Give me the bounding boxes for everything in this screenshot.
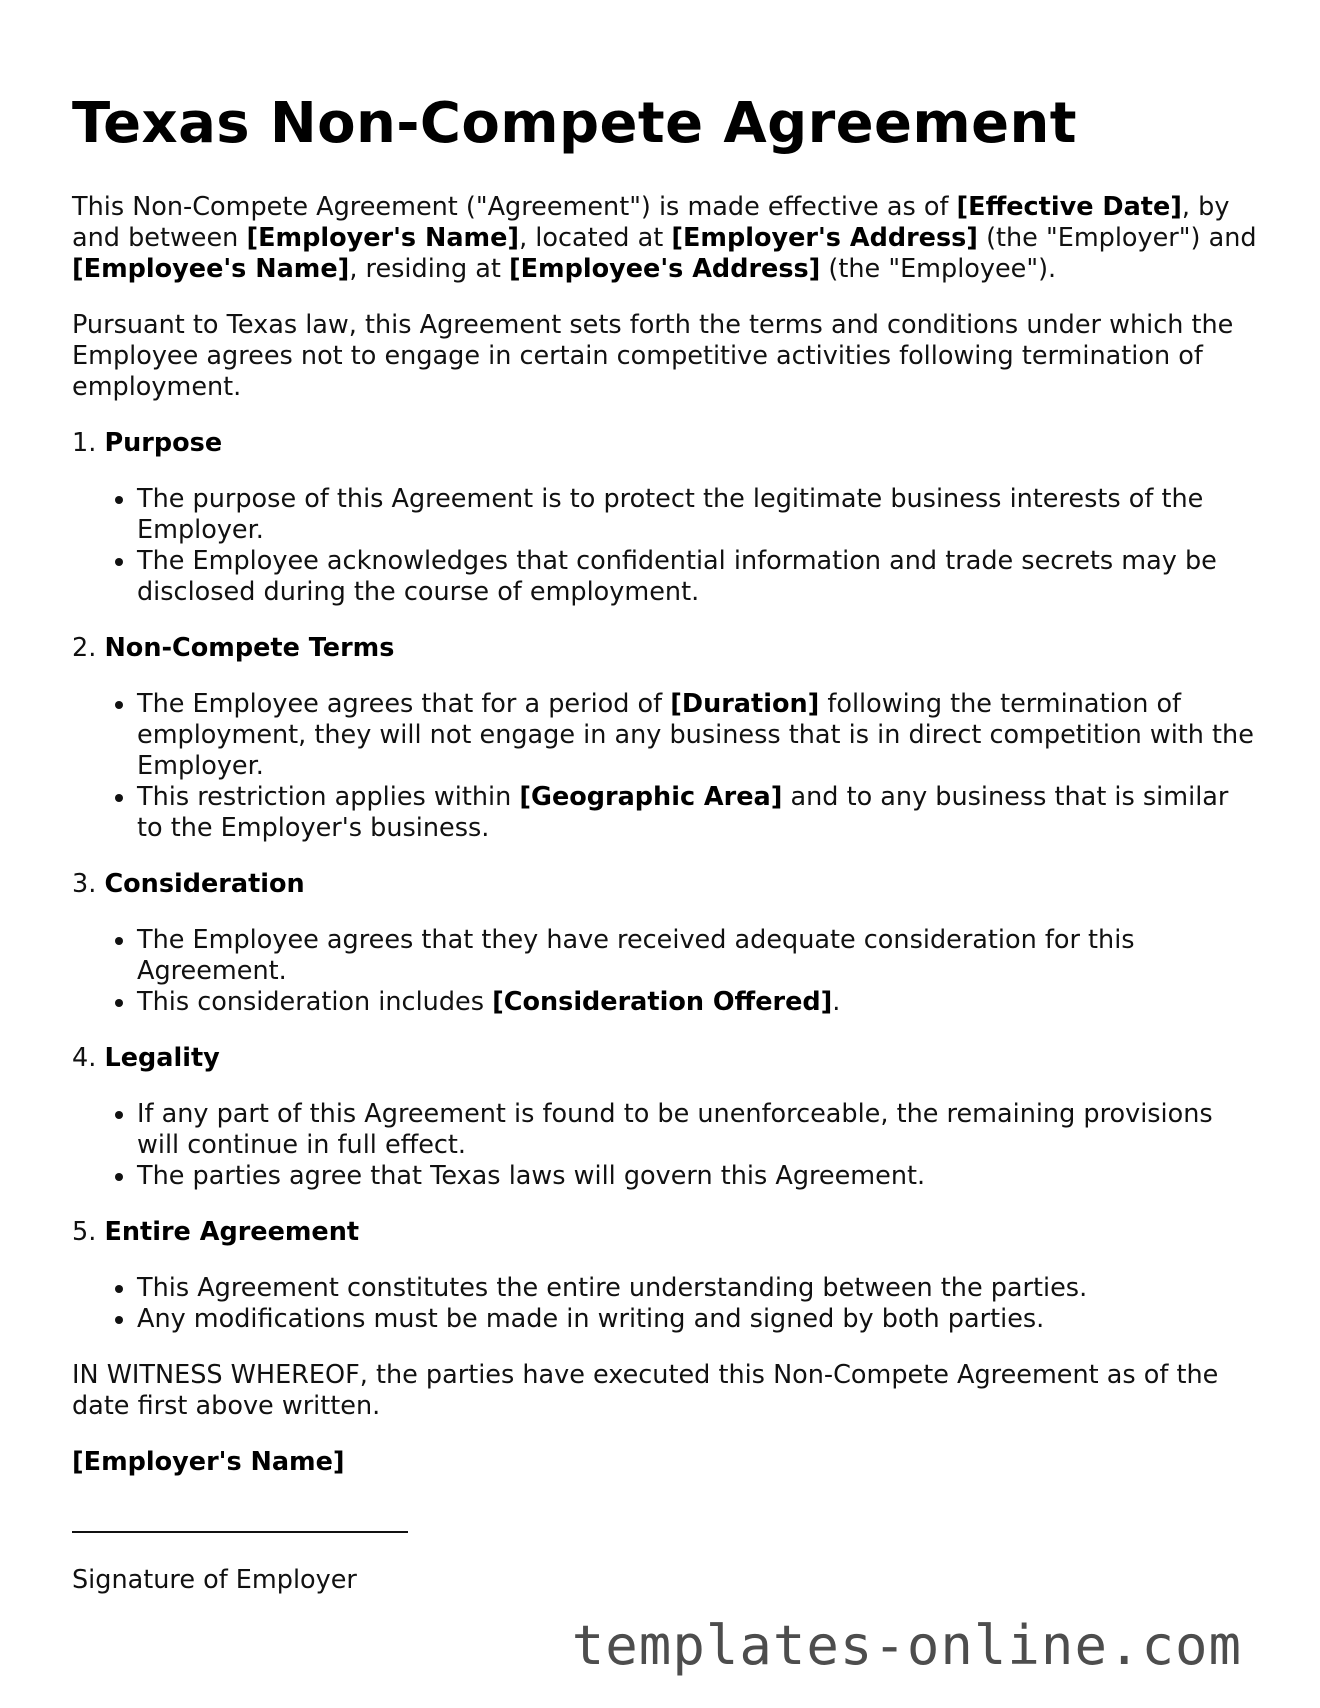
list-item-text: The Employee agrees that for a period of (137, 689, 671, 719)
list-item: • The purpose of this Agreement is to protect the legitimate business interests of the Employer. (137, 484, 1258, 546)
geographic-area-placeholder: [Geographic Area] (519, 782, 783, 812)
list-item-text: This consideration includes (137, 987, 493, 1017)
section-heading-purpose (72, 428, 1258, 459)
section-title: Consideration (104, 869, 305, 899)
list-item: • Any modifications must be made in writing and signed by both parties. (137, 1304, 1258, 1335)
legality-list (72, 1099, 1258, 1192)
section-heading-legality (72, 1043, 1258, 1074)
employee-name-placeholder: [Employee's Name] (72, 254, 350, 284)
list-item: • The Employee agrees that they have received adequate consideration for this Agreement. (137, 925, 1258, 987)
employee-address-placeholder: [Employee's Address] (508, 254, 821, 284)
list-item-text: . (832, 987, 841, 1017)
section-number: 1. (72, 428, 97, 458)
signature-line (72, 1515, 408, 1533)
intro-text-5: , residing at (349, 254, 509, 284)
section-title: Non-Compete Terms (104, 633, 395, 663)
effective-date-placeholder: [Effective Date] (956, 192, 1182, 222)
section-number: 4. (72, 1043, 97, 1073)
section-number: 5. (72, 1217, 97, 1247)
list-item-text: and to any business that is similar to the Employer's business. (137, 782, 1229, 843)
intro-paragraph (72, 192, 1258, 285)
employer-address-placeholder: [Employer's Address] (671, 223, 978, 253)
document-page (72, 88, 1258, 1596)
signature-label: Signature of Employer (72, 1565, 357, 1595)
list-item: • If any part of this Agreement is found to be unenforceable, the remaining provisions will continue in full effect. (137, 1099, 1258, 1161)
section-heading-consideration (72, 869, 1258, 900)
employer-name-placeholder: [Employer's Name] (246, 223, 520, 253)
section-heading-entire-agreement (72, 1217, 1258, 1248)
intro-text-1: This Non-Compete Agreement ("Agreement") is made effective as of (72, 192, 957, 222)
duration-placeholder: [Duration] (670, 689, 820, 719)
witness-paragraph: IN WITNESS WHEREOF, the parties have executed this Non-Compete Agreement as of the date first above written. (72, 1360, 1219, 1421)
section-title: Entire Agreement (104, 1217, 360, 1247)
entire-agreement-list (72, 1273, 1258, 1335)
list-item: • This Agreement constitutes the entire understanding between the parties. (137, 1273, 1258, 1304)
intro-text-6: (the "Employee"). (820, 254, 1057, 284)
consideration-offered-placeholder: [Consideration Offered] (492, 987, 833, 1017)
purpose-list (72, 484, 1258, 608)
section-heading-non-compete-terms (72, 633, 1258, 664)
section-title: Purpose (104, 428, 223, 458)
document-title: Texas Non-Compete Agreement (72, 91, 1077, 156)
section-number: 2. (72, 633, 97, 663)
intro-text-2: , by and between (72, 192, 1230, 253)
list-item-text: This restriction applies within (137, 782, 520, 812)
list-item (137, 987, 1258, 1018)
preamble-paragraph: Pursuant to Texas law, this Agreement sets forth the terms and conditions under which the Employee agrees not to engage in certain competitive activities following termination of employment. (72, 310, 1234, 402)
non-compete-terms-list (72, 689, 1258, 844)
list-item: • The Employee acknowledges that confidential information and trade secrets may be disclosed during the course of employment. (137, 546, 1258, 608)
list-item-text: following the termination of employment, they will not engage in any business that is in direct competition with the Employer. (137, 689, 1254, 781)
list-item (137, 689, 1258, 782)
signature-employer-name (72, 1447, 1258, 1478)
watermark: templates-online.com (571, 1614, 1242, 1677)
list-item: • The parties agree that Texas laws will govern this Agreement. (137, 1161, 1258, 1192)
intro-text-3: , located at (519, 223, 672, 253)
employer-name-signature-placeholder: [Employer's Name] (72, 1447, 345, 1477)
list-item (137, 782, 1258, 844)
section-title: Legality (104, 1043, 220, 1073)
section-number: 3. (72, 869, 97, 899)
consideration-list (72, 925, 1258, 1018)
intro-text-4: (the "Employer") and (977, 223, 1257, 253)
